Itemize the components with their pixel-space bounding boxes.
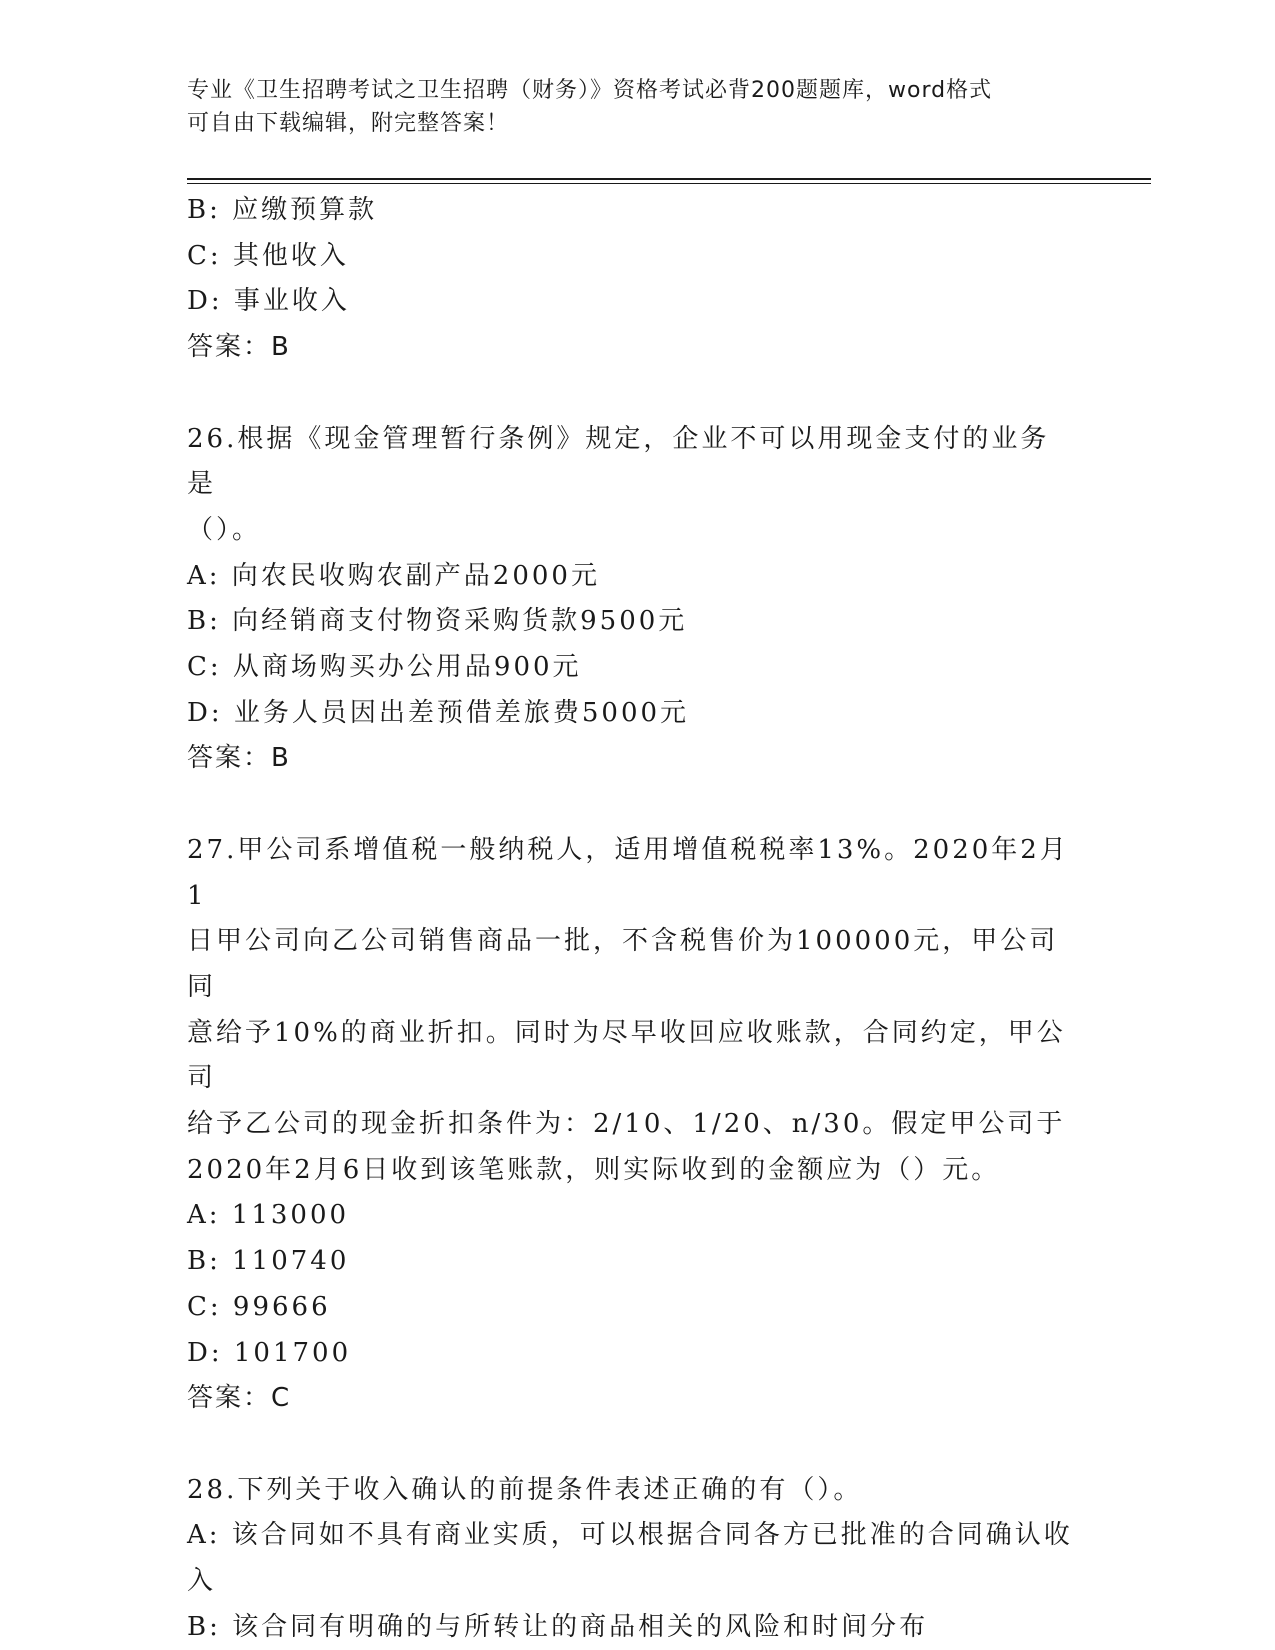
header-line-2: 可自由下载编辑，附完整答案！ bbox=[187, 111, 510, 136]
header-line-1: 专业《卫生招聘考试之卫生招聘（财务）》资格考试必背200题题库，word格式 bbox=[187, 78, 993, 103]
option-c: C: 99666 bbox=[187, 1291, 331, 1322]
option-c: C: 其他收入 bbox=[187, 240, 349, 271]
question-stem-line: 日甲公司向乙公司销售商品一批，不含税售价为100000元，甲公司同 bbox=[187, 926, 1059, 1002]
question-stem-line: （）。 bbox=[187, 514, 262, 545]
question-stem-line: 27.甲公司系增值税一般纳税人，适用增值税税率13%。2020年2月1 bbox=[187, 834, 1069, 911]
question-stem-line: 给予乙公司的现金折扣条件为：2/10、1/20、n/30。假定甲公司于 bbox=[187, 1109, 1066, 1140]
question-28 bbox=[187, 1468, 1077, 1650]
option-b: B: 110740 bbox=[187, 1246, 350, 1277]
question-stem-line: 28.下列关于收入确认的前提条件表述正确的有（）。 bbox=[187, 1474, 863, 1505]
option-d: D: 业务人员因出差预借差旅费5000元 bbox=[187, 697, 690, 728]
option-a-continued: 入 bbox=[187, 1566, 217, 1597]
option-d: D: 101700 bbox=[187, 1337, 352, 1368]
question-26 bbox=[187, 417, 1077, 783]
question-stem-line: 意给予10%的商业折扣。同时为尽早收回应收账款，合同约定，甲公司 bbox=[187, 1017, 1066, 1094]
question-stem-line: 2020年2月6日收到该笔账款，则实际收到的金额应为（）元。 bbox=[187, 1154, 1001, 1185]
answer-line: 答案：B bbox=[187, 743, 291, 774]
option-a: A: 该合同如不具有商业实质，可以根据合同各方已批准的合同确认收 bbox=[187, 1520, 1073, 1551]
answer-line: 答案：B bbox=[187, 332, 291, 363]
option-a: A: 113000 bbox=[187, 1200, 350, 1231]
option-b: B: 向经销商支付物资采购货款9500元 bbox=[187, 606, 688, 637]
document-body bbox=[187, 188, 1077, 1650]
question-27 bbox=[187, 828, 1077, 1422]
option-b: B: 应缴预算款 bbox=[187, 195, 378, 225]
header-divider-thin bbox=[187, 183, 1151, 184]
option-a: A: 向农民收购农副产品2000元 bbox=[187, 560, 600, 591]
option-d: D: 事业收入 bbox=[187, 286, 350, 317]
question-25-tail bbox=[187, 188, 1077, 371]
option-b: B: 该合同有明确的与所转让的商品相关的风险和时间分布 bbox=[187, 1611, 929, 1642]
header-divider-thick bbox=[187, 178, 1151, 180]
answer-line: 答案：C bbox=[187, 1383, 292, 1414]
question-stem-line: 26.根据《现金管理暂行条例》规定，企业不可以用现金支付的业务是 bbox=[187, 423, 1050, 500]
option-c: C: 从商场购买办公用品900元 bbox=[187, 652, 582, 683]
document-header bbox=[187, 74, 1067, 140]
